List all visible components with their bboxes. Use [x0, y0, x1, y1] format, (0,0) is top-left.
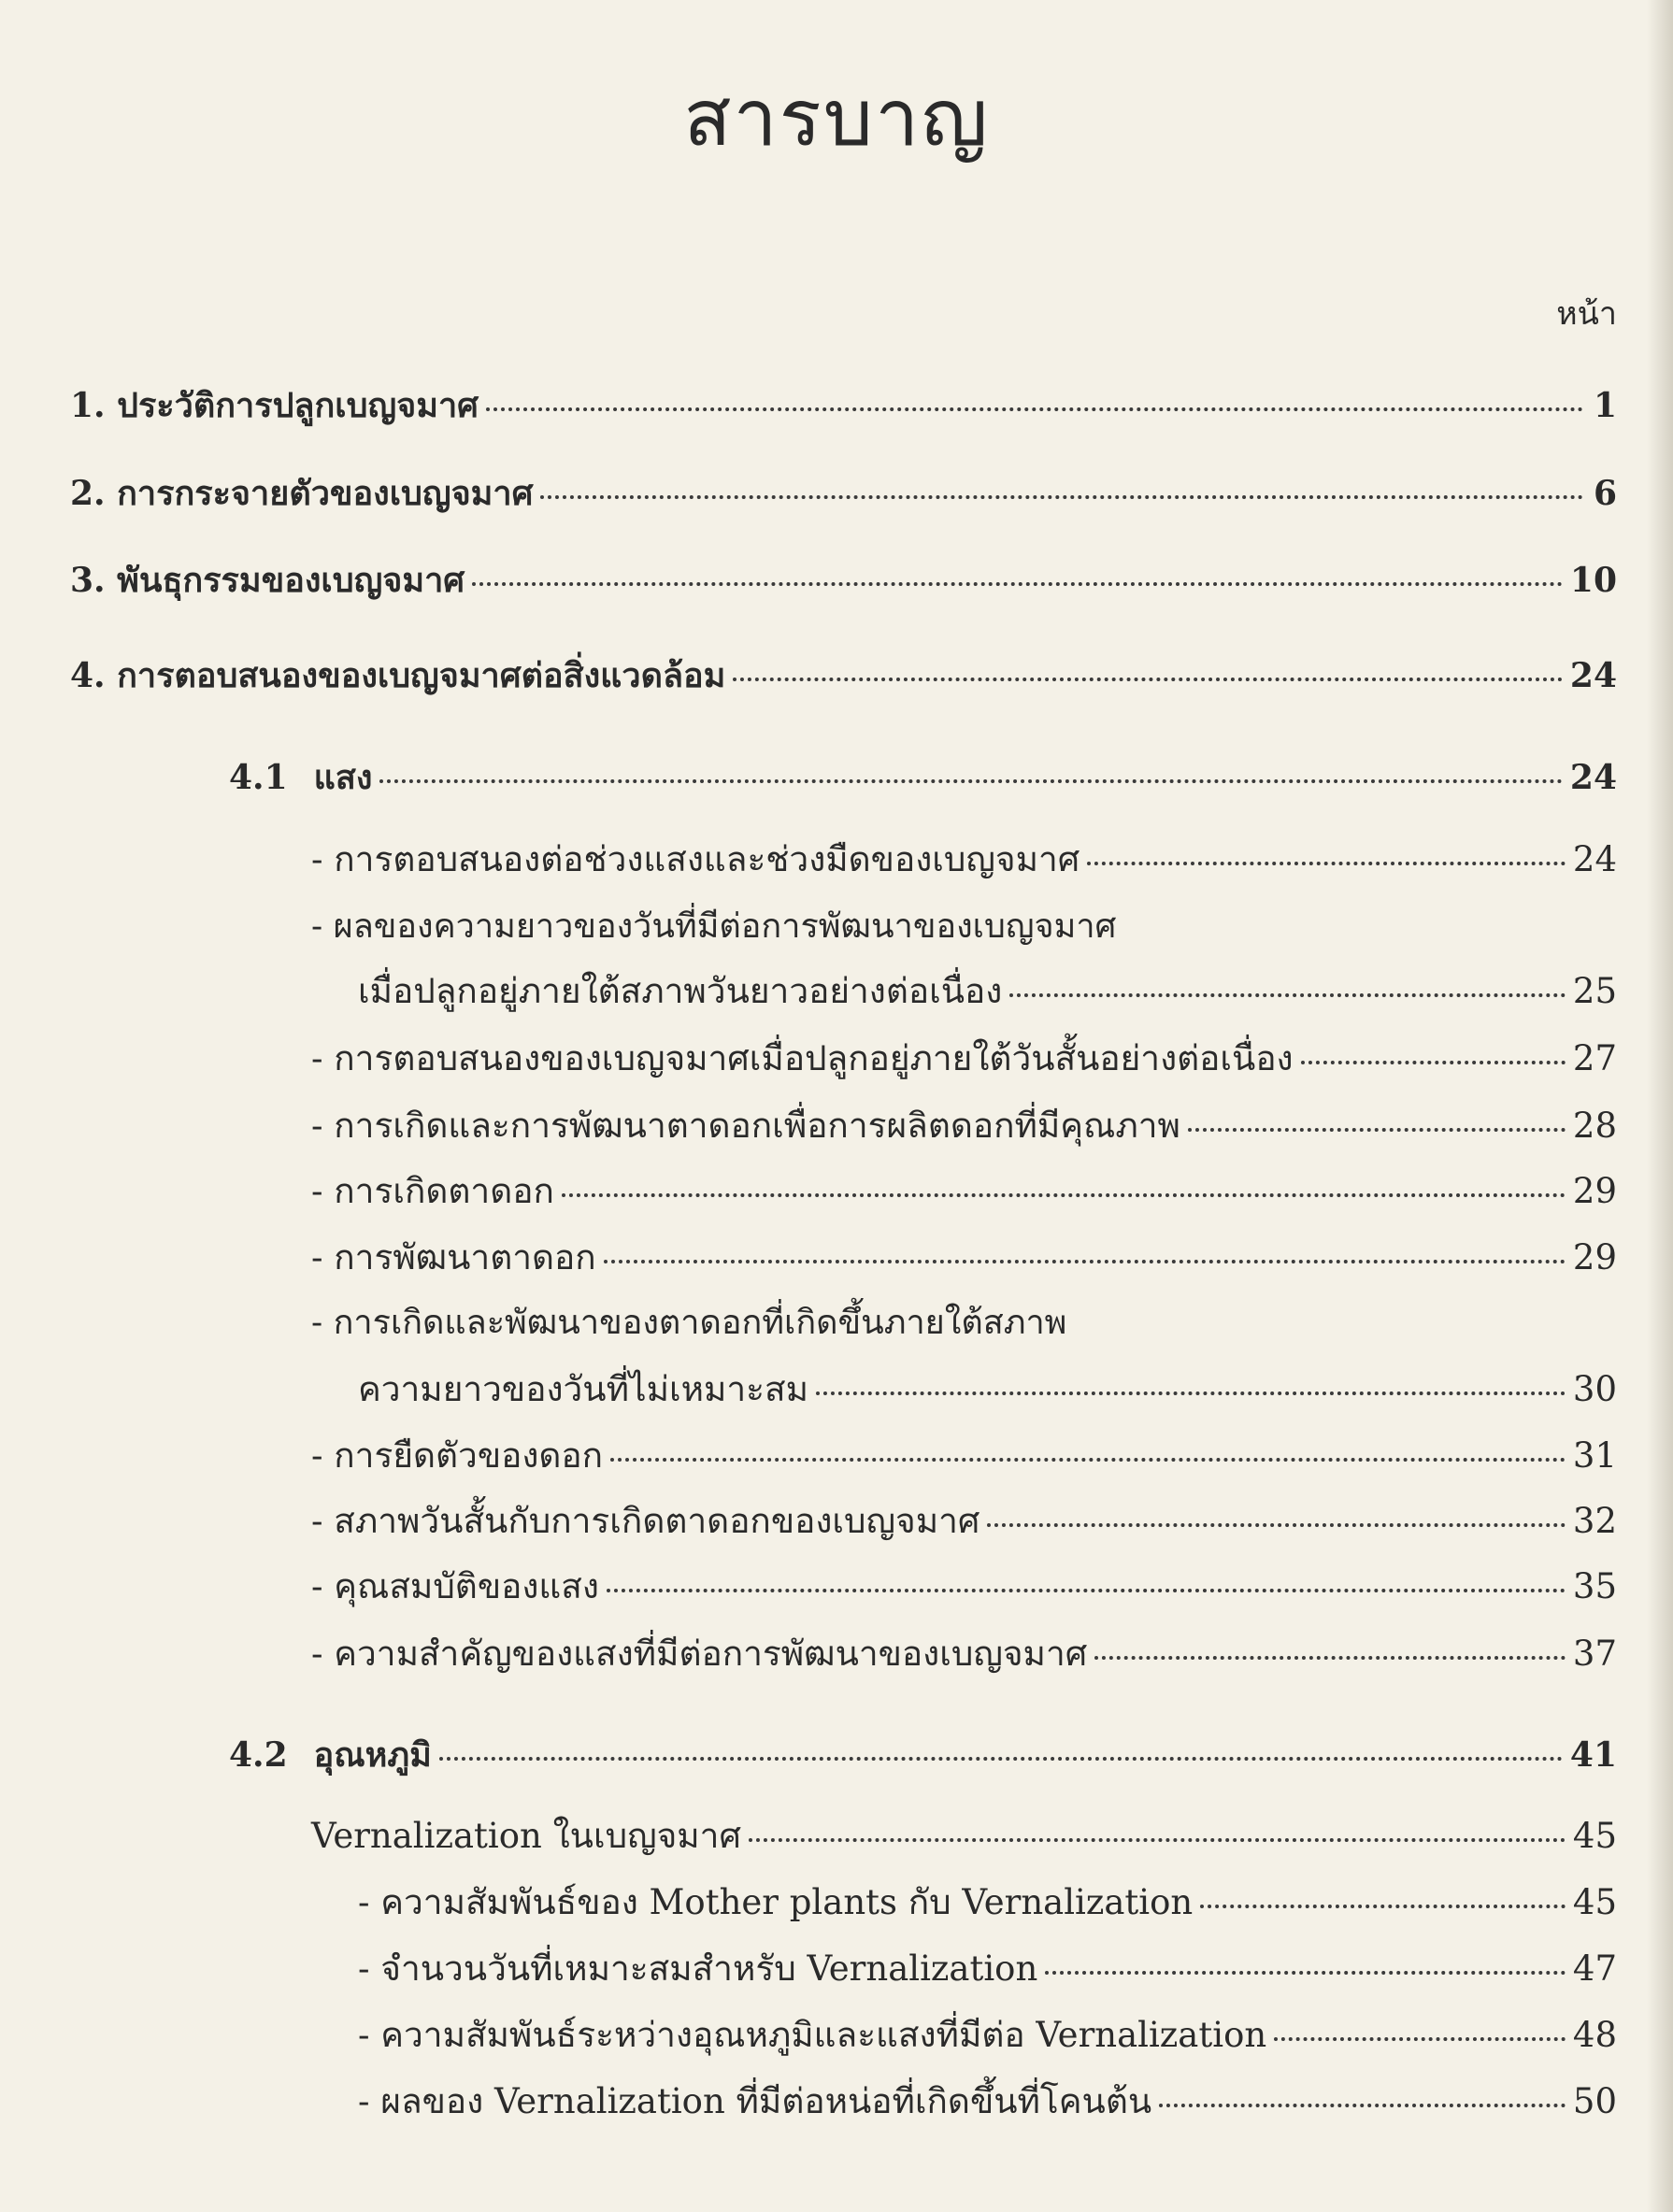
toc-entry-page: 45 — [1572, 1882, 1617, 1922]
dot-leader — [607, 1589, 1566, 1592]
toc-entry[interactable] — [70, 466, 1617, 520]
dot-leader — [1159, 2104, 1566, 2107]
toc-entry-page: 10 — [1569, 561, 1617, 600]
toc-entry-page: 37 — [1572, 1634, 1617, 1674]
toc-entry[interactable] — [311, 832, 1617, 887]
toc-entry-label: - การเกิดตาดอก — [311, 1171, 554, 1211]
dot-leader — [1274, 2037, 1566, 2041]
toc-entry-label: - สภาพวันสั้นกับการเกิดตาดอกของเบญจมาศ — [311, 1501, 980, 1541]
toc-entry[interactable] — [70, 649, 1617, 702]
page-column-label: หน้า — [1556, 295, 1617, 333]
toc-entry-page: 24 — [1572, 839, 1617, 879]
toc-entry-label: - คุณสมบัติของแสง — [311, 1566, 599, 1606]
dot-leader — [749, 1838, 1566, 1842]
toc-entry-page: 28 — [1572, 1106, 1617, 1146]
dot-leader — [472, 582, 1563, 586]
toc-entry-page: 41 — [1569, 1735, 1617, 1775]
dot-leader — [562, 1193, 1566, 1197]
toc-entry-page: 24 — [1569, 758, 1617, 797]
dot-leader — [987, 1523, 1566, 1527]
toc-entry[interactable] — [358, 1941, 1617, 1996]
dot-leader — [1045, 1971, 1566, 1975]
toc-entry[interactable] — [311, 1493, 1617, 1548]
toc-entry-label: ความยาวของวันที่ไม่เหมาะสม — [358, 1369, 809, 1409]
toc-entry-page: 27 — [1572, 1038, 1617, 1078]
toc-entry-label: 2. การกระจายตัวของเบญจมาศ — [70, 474, 534, 513]
toc-entry-label: - ความสัมพันธ์ระหว่างอุณหภูมิและแสงที่มีต่อ Vernalization — [358, 2015, 1267, 2055]
toc-entry-number: 4.1 — [229, 758, 288, 797]
toc-entry-label: เมื่อปลูกอยู่ภายใต้สภาพวันยาวอย่างต่อเนื่อง — [358, 971, 1003, 1011]
dot-leader — [1009, 993, 1566, 997]
toc-entry[interactable] — [311, 1098, 1617, 1153]
toc-entry[interactable] — [311, 1230, 1617, 1285]
dot-leader — [486, 407, 1583, 411]
page-title: สารบาญ — [683, 72, 990, 164]
toc-entry-label: - การพัฒนาตาดอก — [311, 1237, 596, 1277]
dot-leader — [439, 1757, 1563, 1761]
page-edge-shadow — [1647, 0, 1673, 2212]
toc-entry[interactable] — [358, 1875, 1617, 1930]
dot-leader — [1200, 1905, 1566, 1908]
dot-leader — [1094, 1656, 1566, 1660]
dot-leader — [379, 779, 1562, 783]
toc-entry-page: 48 — [1572, 2015, 1617, 2055]
toc-entry-label: 3. พันธุกรรมของเบญจมาศ — [70, 561, 465, 600]
toc-entry[interactable] — [311, 1559, 1617, 1614]
toc-entry[interactable] — [70, 378, 1617, 432]
dot-leader — [540, 495, 1583, 499]
toc-entry[interactable] — [358, 963, 1617, 1019]
toc-entry[interactable] — [311, 1808, 1617, 1863]
toc-entry-label: Vernalization ในเบญจมาศ — [311, 1816, 741, 1856]
toc-entry-page: 29 — [1572, 1171, 1617, 1211]
toc-entry-label: - การยืดตัวของดอก — [311, 1435, 604, 1476]
toc-entry-page: 1 — [1593, 386, 1617, 425]
toc-entry-page: 31 — [1572, 1435, 1617, 1476]
dot-leader — [610, 1458, 1566, 1462]
toc-entry-label: - ผลของ Vernalization ที่มีต่อหน่อที่เกิดขึ้นที่โคนต้น — [358, 2081, 1152, 2121]
toc-entry-label: - การตอบสนองของเบญจมาศเมื่อปลูกอยู่ภายใต้วันสั้นอย่างต่อเนื่อง — [311, 1038, 1294, 1078]
toc-entry-label: - ความสำคัญของแสงที่มีต่อการพัฒนาของเบญจมาศ — [311, 1634, 1088, 1674]
toc-entry-page: 6 — [1593, 474, 1617, 513]
toc-entry[interactable] — [358, 2007, 1617, 2062]
toc-entry-page: 24 — [1569, 656, 1617, 695]
dot-leader — [1301, 1061, 1566, 1064]
toc-entry[interactable] — [311, 1163, 1617, 1219]
dot-leader — [1188, 1128, 1566, 1132]
toc-entry-page: 47 — [1572, 1948, 1617, 1989]
toc-entry-line: - การเกิดและพัฒนาของตาดอกที่เกิดขึ้นภายใต้สภาพ — [311, 1304, 1067, 1342]
toc-entry-page: 35 — [1572, 1566, 1617, 1606]
dot-leader — [733, 678, 1563, 681]
toc-entry-page: 32 — [1572, 1501, 1617, 1541]
toc-entry-line: - ผลของความยาวของวันที่มีต่อการพัฒนาของเบญจมาศ — [311, 907, 1117, 946]
toc-entry-page: 30 — [1572, 1369, 1617, 1409]
toc-entry[interactable] — [311, 1626, 1617, 1681]
toc-entry-label: - ความสัมพันธ์ของ Mother plants กับ Vernalization — [358, 1882, 1194, 1922]
toc-entry-page: 29 — [1572, 1237, 1617, 1277]
toc-entry-page: 45 — [1572, 1816, 1617, 1856]
toc-entry[interactable] — [70, 553, 1617, 607]
toc-entry[interactable] — [358, 2074, 1617, 2129]
toc-entry-number: 4.2 — [229, 1735, 288, 1775]
toc-entry-label: - จำนวนวันที่เหมาะสมสำหรับ Vernalization — [358, 1948, 1038, 1989]
toc-entry-page: 50 — [1572, 2081, 1617, 2121]
dot-leader — [816, 1391, 1566, 1395]
toc-entry[interactable] — [229, 750, 1617, 804]
toc-entry[interactable] — [358, 1362, 1617, 1417]
toc-entry-label: - การเกิดและการพัฒนาตาดอกเพื่อการผลิตดอกที่มีคุณภาพ — [311, 1106, 1180, 1146]
dot-leader — [604, 1260, 1566, 1263]
toc-entry-label: อุณหภูมิ — [313, 1735, 432, 1775]
toc-entry-label: แสง — [313, 758, 373, 797]
dot-leader — [1087, 862, 1566, 865]
toc-entry[interactable] — [229, 1728, 1617, 1781]
toc-entry[interactable] — [311, 1428, 1617, 1483]
toc-entry-label: - การตอบสนองต่อช่วงแสงและช่วงมืดของเบญจมาศ — [311, 839, 1080, 879]
toc-entry-label: 1. ประวัติการปลูกเบญจมาศ — [70, 386, 479, 425]
toc-entry-page: 25 — [1572, 971, 1617, 1011]
toc-entry[interactable] — [311, 1031, 1617, 1086]
toc-entry-label: 4. การตอบสนองของเบญจมาศต่อสิ่งแวดล้อม — [70, 656, 726, 695]
